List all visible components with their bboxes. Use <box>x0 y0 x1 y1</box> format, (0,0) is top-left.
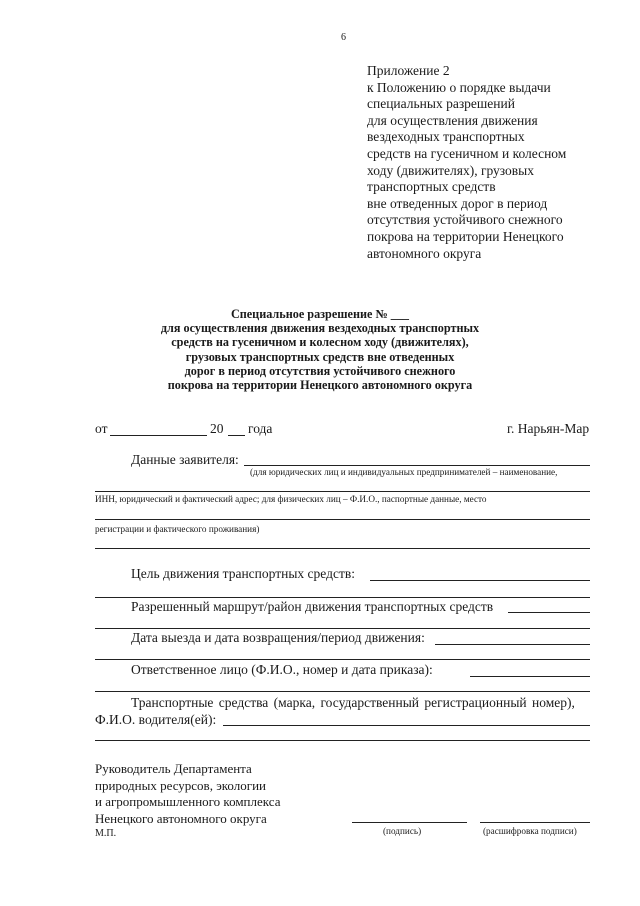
title-line: грузовых транспортных средств вне отведенных <box>185 349 455 364</box>
route-field-line[interactable] <box>95 628 590 629</box>
drivers-label: Ф.И.О. водителя(ей): <box>95 712 217 727</box>
dates-field-line[interactable] <box>435 644 590 645</box>
appendix-line: к Положению о порядке выдачи <box>367 79 551 95</box>
drivers-field-line[interactable] <box>223 725 590 726</box>
city-label: г. Нарьян-Мар <box>507 421 590 436</box>
appendix-line: ходу (движителях), грузовых <box>367 162 534 178</box>
title-line: покрова на территории Ненецкого автономного округа <box>167 378 473 393</box>
signatory-line: Ненецкого автономного округа <box>95 810 267 826</box>
vehicles-label: Транспортные средства (марка, государственный регистрационный номер), <box>131 695 575 710</box>
applicant-hint: регистрации и фактического проживания) <box>95 524 260 534</box>
applicant-hint: ИНН, юридический и фактический адрес; для физических лиц – Ф.И.О., паспортные данные, место <box>95 494 487 504</box>
year-field[interactable] <box>228 435 245 436</box>
applicant-hint: (для юридических лиц и индивидуальных предпринимателей – наименование, <box>250 467 558 477</box>
purpose-field-line[interactable] <box>370 580 590 581</box>
signature-decode-field-line[interactable] <box>480 822 590 823</box>
appendix-line: вездеходных транспортных <box>367 129 525 145</box>
signatory-line: и агропромышленного комплекса <box>95 794 281 809</box>
signature-hint: (подпись) <box>383 826 422 836</box>
applicant-field-line[interactable] <box>244 465 590 466</box>
signature-decode-hint: (расшифровка подписи) <box>483 826 577 836</box>
signatory-line: природных ресурсов, экологии <box>95 777 266 793</box>
stamp-label: М.П. <box>95 828 117 839</box>
responsible-field-line[interactable] <box>470 676 590 677</box>
applicant-field-line[interactable] <box>95 519 590 520</box>
signatory-line: Руководитель Департамента <box>95 761 252 776</box>
title-line: для осуществления движения вездеходных транспортных <box>160 321 480 336</box>
purpose-field-line[interactable] <box>95 597 590 598</box>
appendix-line: Приложение 2 <box>367 63 450 78</box>
title-line: средств на гусеничном и колесном ходу (движителях), <box>171 335 469 350</box>
signature-field-line[interactable] <box>352 822 467 823</box>
appendix-line: для осуществления движения <box>367 112 538 128</box>
responsible-label: Ответственное лицо (Ф.И.О., номер и дата приказа): <box>131 662 433 677</box>
date-field[interactable] <box>110 435 207 436</box>
document-title <box>0 307 640 392</box>
appendix-line: покрова на территории Ненецкого <box>367 228 564 244</box>
drivers-field-line[interactable] <box>95 740 590 741</box>
appendix-line: автономного округа <box>367 245 482 261</box>
appendix-reference <box>367 63 566 262</box>
route-field-line[interactable] <box>508 612 590 613</box>
appendix-line: транспортных средств <box>367 179 496 195</box>
title-line: Специальное разрешение № ___ <box>230 307 410 321</box>
purpose-label: Цель движения транспортных средств: <box>131 566 355 581</box>
year-prefix: 20 <box>210 421 224 436</box>
appendix-line: средств на гусеничном и колесном <box>367 145 567 161</box>
appendix-line: вне отведенных дорог в период <box>367 195 548 211</box>
responsible-field-line[interactable] <box>95 691 590 692</box>
applicant-label: Данные заявителя: <box>131 452 239 467</box>
signatory-title <box>95 761 280 827</box>
dates-field-line[interactable] <box>95 659 590 660</box>
date-from-label: от <box>95 421 108 436</box>
route-label: Разрешенный маршрут/район движения транспортных средств <box>131 599 494 614</box>
dates-label: Дата выезда и дата возвращения/период движения: <box>131 630 425 645</box>
applicant-field-line[interactable] <box>95 548 590 549</box>
page-number: 6 <box>341 32 346 43</box>
applicant-field-line[interactable] <box>95 491 590 492</box>
year-suffix: года <box>248 421 273 436</box>
appendix-line: специальных разрешений <box>367 96 515 112</box>
title-line: дорог в период отсутствия устойчивого снежного <box>184 363 456 378</box>
appendix-line: отсутствия устойчивого снежного <box>367 212 563 228</box>
